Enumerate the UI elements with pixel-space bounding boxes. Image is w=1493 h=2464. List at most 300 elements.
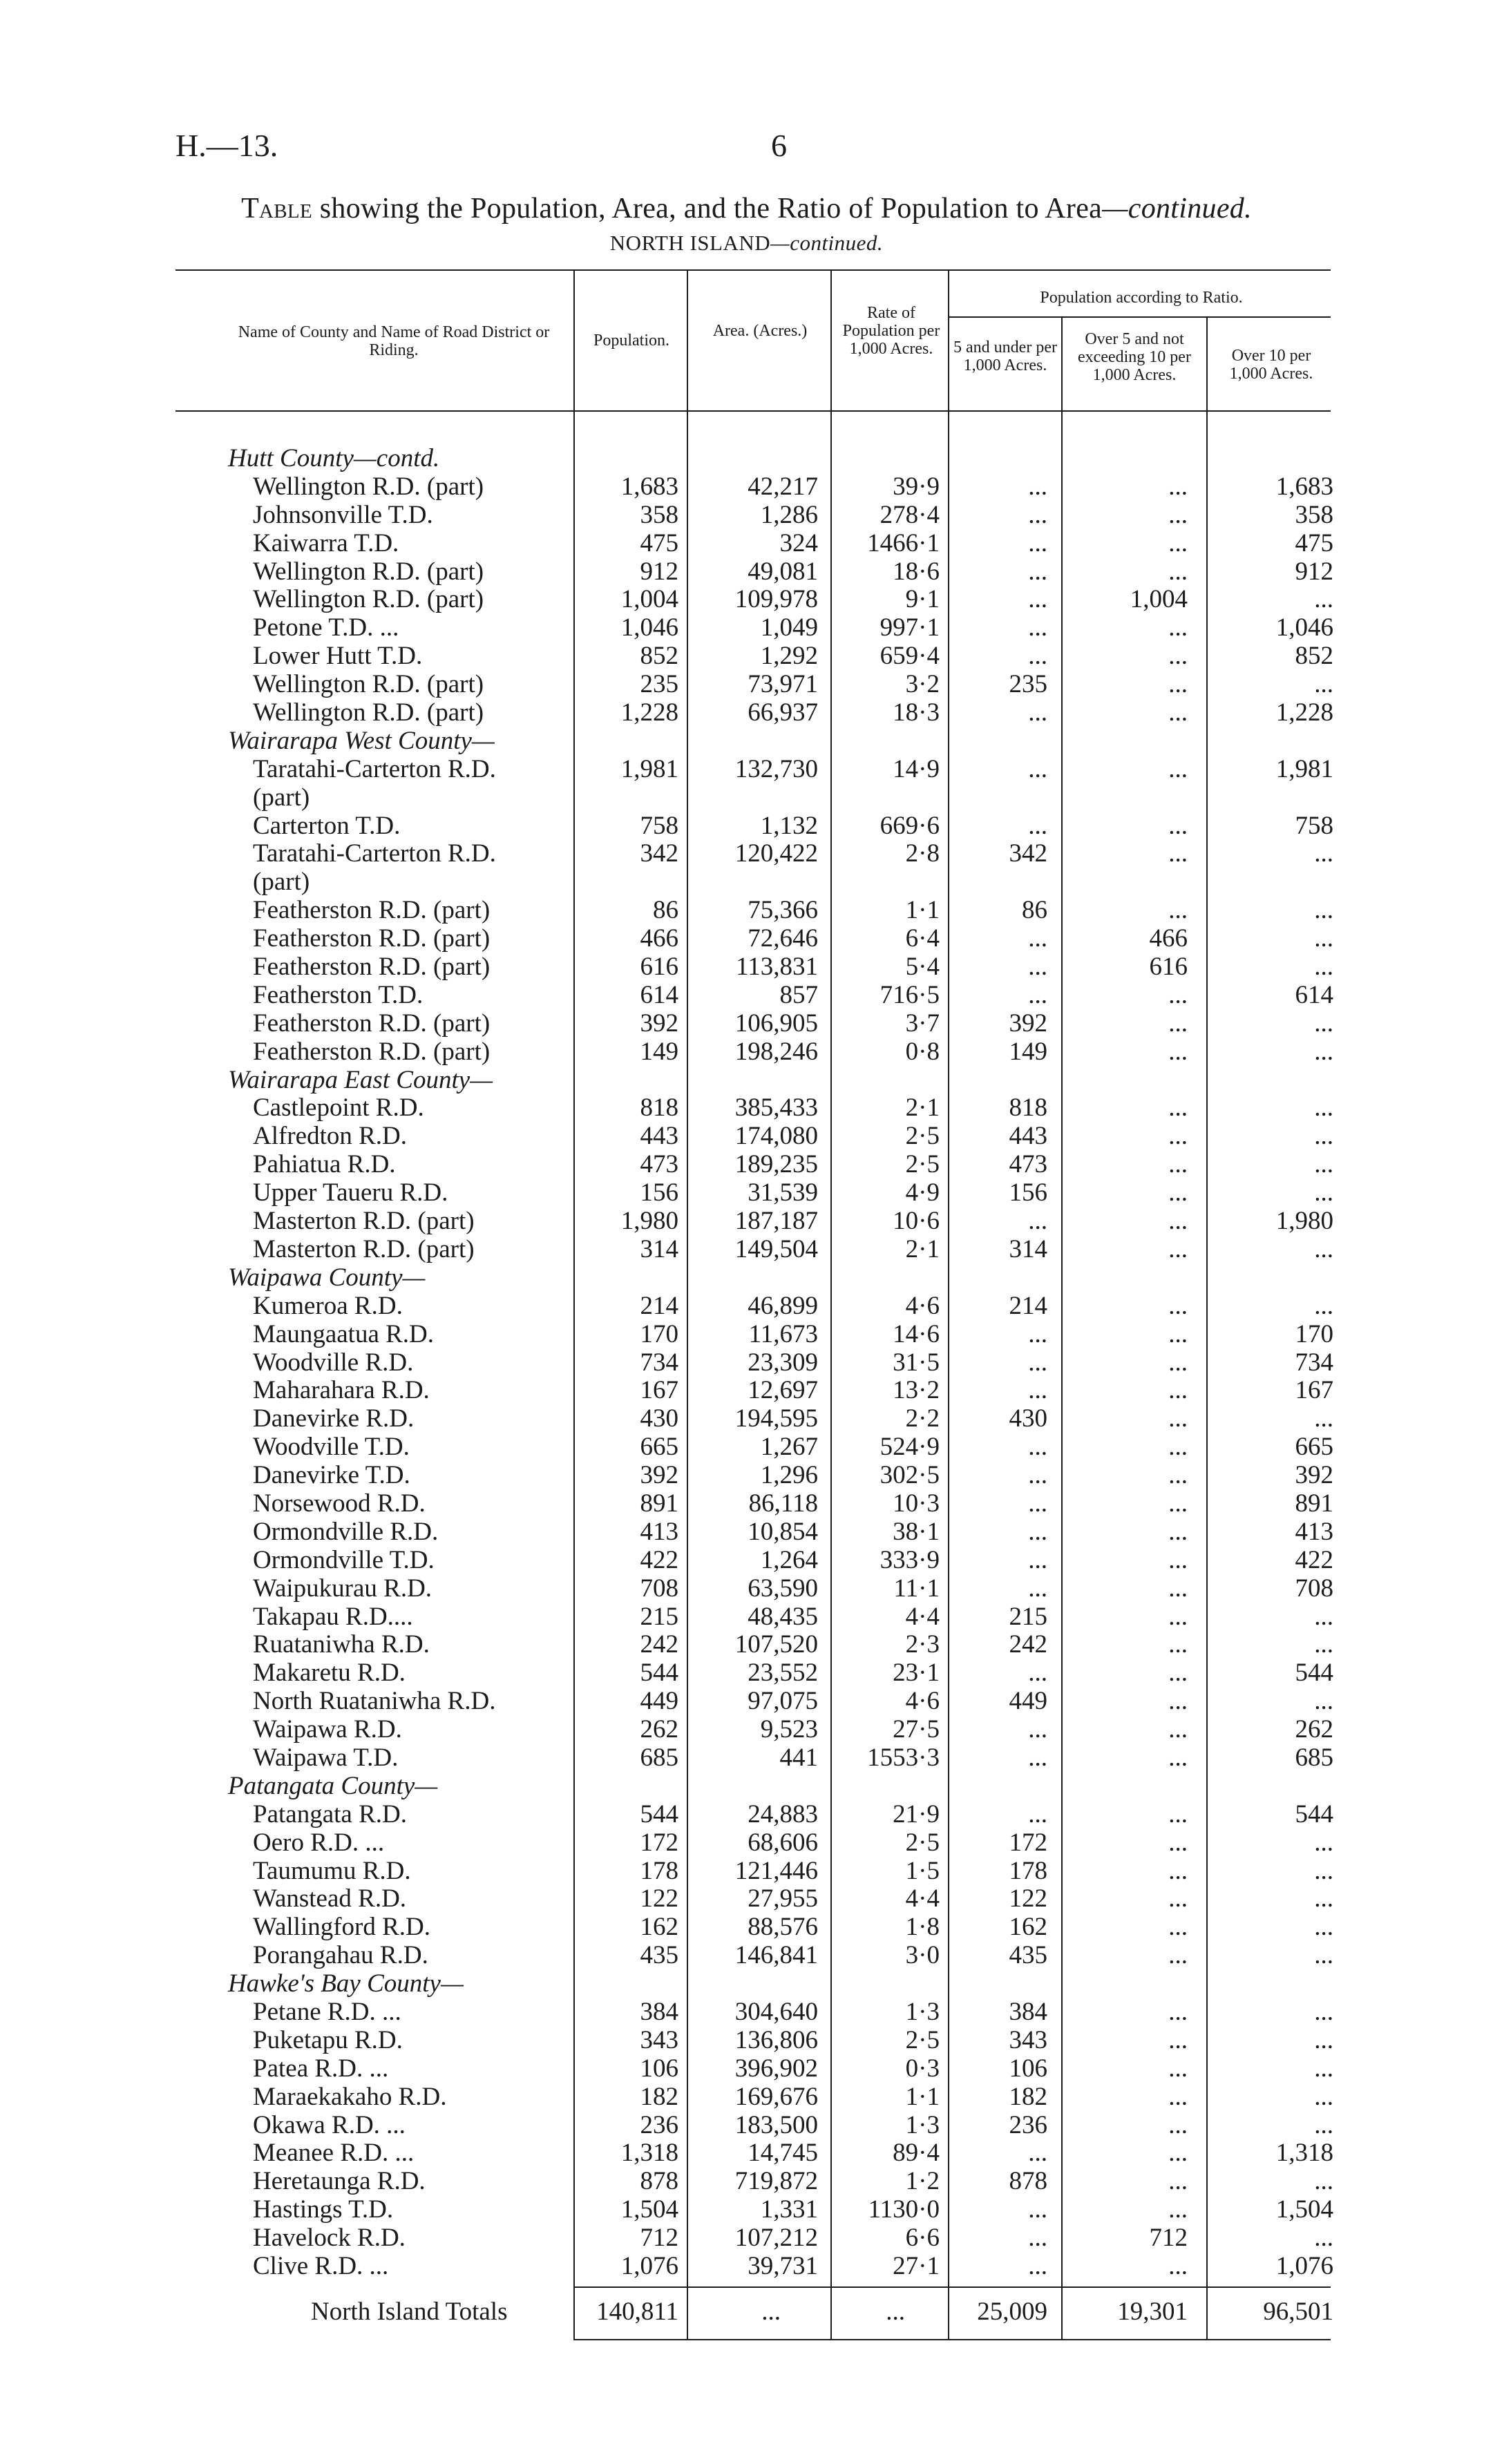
under-5-cell: ...	[1028, 1376, 1047, 1405]
rate-cell: 39·9	[893, 472, 940, 501]
over-10-cell: 891	[1295, 1489, 1333, 1518]
over-10-cell: 1,504	[1275, 2195, 1333, 2224]
population-cell: 156	[640, 1178, 678, 1207]
population-cell: 430	[640, 1404, 678, 1433]
five-to-ten-cell: ...	[1168, 670, 1188, 699]
over-10-cell: ...	[1314, 1150, 1333, 1179]
over-10-cell: ...	[1314, 2082, 1333, 2111]
district-name: Waipawa R.D.	[253, 1715, 402, 1744]
district-name: Featherston R.D. (part)	[253, 953, 491, 982]
county-name: Hawke's Bay County—	[228, 1969, 464, 1998]
under-5-cell: 215	[1009, 1602, 1047, 1631]
over-10-cell: ...	[1314, 1687, 1333, 1716]
area-cell: 857	[779, 980, 818, 1009]
table-row	[0, 2027, 1493, 2055]
under-5-cell: ...	[1028, 811, 1047, 840]
under-5-cell: 443	[1009, 1122, 1047, 1151]
district-name: Clive R.D. ...	[253, 2252, 389, 2280]
under-5-cell: 878	[1009, 2167, 1047, 2196]
five-to-ten-cell: ...	[1168, 472, 1188, 501]
rate-cell: 89·4	[893, 2139, 940, 2168]
area-cell: 49,081	[748, 557, 818, 586]
table-row	[0, 1688, 1493, 1716]
five-to-ten-cell: ...	[1168, 1884, 1188, 1913]
population-cell: 343	[640, 2025, 678, 2054]
county-heading-row	[0, 1773, 1493, 1801]
five-to-ten-cell: ...	[1168, 1489, 1188, 1518]
rate-cell: 1·3	[905, 2110, 940, 2139]
table-row	[0, 1659, 1493, 1688]
district-name: Taumumu R.D.	[253, 1856, 411, 1885]
population-cell: 449	[640, 1687, 678, 1716]
header-bottom-rule	[175, 410, 1331, 412]
district-name: (part)	[253, 868, 310, 897]
over-10-cell: ...	[1314, 1178, 1333, 1207]
rate-cell: 18·3	[893, 698, 940, 727]
area-cell: 66,937	[748, 698, 818, 727]
under-5-cell: ...	[1028, 500, 1047, 529]
over-10-cell: ...	[1314, 1828, 1333, 1857]
rate-cell: 997·1	[879, 613, 940, 642]
district-name: Danevirke R.D.	[253, 1404, 415, 1433]
area-cell: 1,267	[760, 1433, 818, 1462]
area-cell: 73,971	[748, 670, 818, 699]
rate-cell: 6·6	[905, 2224, 940, 2253]
district-name: Wanstead R.D.	[253, 1884, 407, 1913]
over-10-cell: 1,076	[1275, 2252, 1333, 2280]
rate-cell: 716·5	[879, 980, 940, 1009]
under-5-cell: ...	[1028, 2252, 1047, 2280]
over-10-cell: ...	[1314, 670, 1333, 699]
rate-cell: 0·8	[905, 1037, 940, 1066]
area-cell: 194,595	[734, 1404, 818, 1433]
table-row	[0, 1744, 1493, 1773]
table-row	[0, 2055, 1493, 2083]
rate-cell: 2·8	[905, 839, 940, 868]
five-to-ten-cell: ...	[1168, 1517, 1188, 1546]
county-heading-row	[0, 445, 1493, 473]
county-heading-row	[0, 727, 1493, 756]
population-cell: 215	[640, 1602, 678, 1631]
table-row	[0, 1038, 1493, 1067]
population-cell: 616	[640, 953, 678, 982]
population-cell: 435	[640, 1941, 678, 1970]
population-cell: 342	[640, 839, 678, 868]
five-to-ten-cell: ...	[1168, 839, 1188, 868]
under-5-cell: ...	[1028, 1715, 1047, 1744]
table-row	[0, 473, 1493, 502]
area-cell: 136,806	[734, 2025, 818, 2054]
over-10-cell: ...	[1314, 924, 1333, 953]
under-5-cell: 172	[1009, 1828, 1047, 1857]
district-name: Wellington R.D. (part)	[253, 670, 484, 699]
rate-cell: 659·4	[879, 642, 940, 671]
county-heading-row	[0, 1970, 1493, 1998]
table-row	[0, 1631, 1493, 1659]
under-5-cell: ...	[1028, 1574, 1047, 1603]
five-to-ten-cell: ...	[1168, 1207, 1188, 1236]
table-row	[0, 558, 1493, 586]
district-name: Norsewood R.D.	[253, 1489, 426, 1518]
population-cell: 122	[640, 1884, 678, 1913]
under-5-cell: ...	[1028, 1489, 1047, 1518]
five-to-ten-cell: 712	[1149, 2224, 1188, 2253]
totals-c3: 96,501	[1263, 2298, 1333, 2326]
under-5-cell: 242	[1009, 1630, 1047, 1659]
rate-cell: 1466·1	[867, 528, 940, 557]
rate-cell: 669·6	[879, 811, 940, 840]
population-cell: 182	[640, 2082, 678, 2111]
district-name: Waipawa T.D.	[253, 1743, 399, 1772]
district-name: Okawa R.D. ...	[253, 2110, 406, 2139]
area-cell: 107,212	[734, 2224, 818, 2253]
over-10-cell: ...	[1314, 2054, 1333, 2083]
over-10-cell: 392	[1295, 1461, 1333, 1490]
five-to-ten-cell: ...	[1168, 980, 1188, 1009]
rate-cell: 38·1	[893, 1517, 940, 1546]
over-10-cell: ...	[1314, 1122, 1333, 1151]
rate-cell: 23·1	[893, 1659, 940, 1688]
table-row	[0, 1575, 1493, 1603]
five-to-ten-cell: ...	[1168, 1461, 1188, 1490]
five-to-ten-cell: ...	[1168, 1291, 1188, 1320]
under-5-cell: 449	[1009, 1687, 1047, 1716]
over-10-cell: ...	[1314, 1856, 1333, 1885]
over-10-cell: 1,980	[1275, 1207, 1333, 1236]
over-10-cell: ...	[1314, 1404, 1333, 1433]
over-10-cell: ...	[1314, 2224, 1333, 2253]
rate-cell: 2·5	[905, 1122, 940, 1151]
district-name: Woodville T.D.	[253, 1433, 410, 1462]
over-10-cell: ...	[1314, 2110, 1333, 2139]
area-cell: 63,590	[748, 1574, 818, 1603]
table-row	[0, 614, 1493, 642]
five-to-ten-cell: ...	[1168, 613, 1188, 642]
under-5-cell: ...	[1028, 528, 1047, 557]
area-cell: 27,955	[748, 1884, 818, 1913]
county-name: Hutt County—contd.	[228, 444, 440, 472]
table-row	[0, 502, 1493, 530]
five-to-ten-cell: ...	[1168, 557, 1188, 586]
table-row	[0, 1349, 1493, 1377]
under-5-cell: ...	[1028, 1743, 1047, 1772]
table-row	[0, 784, 1493, 812]
under-5-cell: ...	[1028, 2139, 1047, 2168]
population-cell: 466	[640, 924, 678, 953]
rate-cell: 2·5	[905, 1150, 940, 1179]
area-cell: 441	[779, 1743, 818, 1772]
under-5-cell: ...	[1028, 642, 1047, 671]
five-to-ten-cell: 616	[1149, 953, 1188, 982]
population-cell: 734	[640, 1348, 678, 1377]
over-10-cell: ...	[1314, 1630, 1333, 1659]
over-10-cell: 544	[1295, 1659, 1333, 1688]
rate-cell: 333·9	[879, 1545, 940, 1574]
rate-cell: 1·5	[905, 1856, 940, 1885]
over-10-cell: ...	[1314, 1009, 1333, 1038]
table-row	[0, 1462, 1493, 1490]
district-name: Ormondville T.D.	[253, 1545, 435, 1574]
title-lead: Table	[241, 193, 312, 225]
district-name: Lower Hutt T.D.	[253, 642, 423, 671]
table-row	[0, 1236, 1493, 1264]
table-row	[0, 699, 1493, 727]
rate-cell: 10·6	[893, 1207, 940, 1236]
rate-cell: 3·0	[905, 1941, 940, 1970]
title-text: showing the Population, Area, and the Ratio of Population to Area	[312, 193, 1103, 225]
table-title	[0, 192, 1493, 225]
district-name: Carterton T.D.	[253, 811, 401, 840]
under-5-cell: 122	[1009, 1884, 1047, 1913]
district-name: Wellington R.D. (part)	[253, 472, 484, 501]
under-5-cell: ...	[1028, 1659, 1047, 1688]
header-ratio-group: Population according to Ratio.	[1040, 289, 1243, 307]
rate-cell: 14·6	[893, 1319, 940, 1348]
header-rate: Rate of Population per 1,000 Acres.	[842, 304, 940, 358]
five-to-ten-cell: ...	[1168, 642, 1188, 671]
district-name: Porangahau R.D.	[253, 1941, 428, 1970]
table-row	[0, 812, 1493, 841]
five-to-ten-cell: ...	[1168, 1630, 1188, 1659]
table-row	[0, 1179, 1493, 1207]
header-c3: Over 10 per 1,000 Acres.	[1229, 347, 1313, 383]
five-to-ten-cell: ...	[1168, 1404, 1188, 1433]
rate-cell: 31·5	[893, 1348, 940, 1377]
district-name: Patangata R.D.	[253, 1799, 407, 1828]
district-name: Danevirke T.D.	[253, 1461, 410, 1490]
under-5-cell: ...	[1028, 613, 1047, 642]
under-5-cell: 162	[1009, 1913, 1047, 1942]
under-5-cell: 343	[1009, 2025, 1047, 2054]
totals-row	[0, 2295, 1493, 2329]
five-to-ten-cell: ...	[1168, 1856, 1188, 1885]
area-cell: 1,264	[760, 1545, 818, 1574]
five-to-ten-cell: ...	[1168, 1178, 1188, 1207]
rate-cell: 2·1	[905, 1093, 940, 1123]
under-5-cell: 384	[1009, 1997, 1047, 2026]
area-cell: 187,187	[734, 1207, 818, 1236]
under-5-cell: ...	[1028, 2224, 1047, 2253]
over-10-cell: 1,046	[1275, 613, 1333, 642]
totals-population: 140,811	[596, 2298, 678, 2326]
district-name: Maungaatua R.D.	[253, 1319, 435, 1348]
population-cell: 392	[640, 1461, 678, 1490]
rate-cell: 4·6	[905, 1687, 940, 1716]
area-cell: 42,217	[748, 472, 818, 501]
over-10-cell: ...	[1314, 953, 1333, 982]
population-cell: 178	[640, 1856, 678, 1885]
population-cell: 1,504	[620, 2195, 678, 2224]
area-cell: 121,446	[734, 1856, 818, 1885]
rate-cell: 4·4	[905, 1602, 940, 1631]
under-5-cell: ...	[1028, 1319, 1047, 1348]
rate-cell: 2·2	[905, 1404, 940, 1433]
over-10-cell: ...	[1314, 896, 1333, 925]
population-cell: 1,046	[620, 613, 678, 642]
five-to-ten-cell: ...	[1168, 1348, 1188, 1377]
table-row	[0, 1801, 1493, 1829]
over-10-cell: 614	[1295, 980, 1333, 1009]
area-cell: 146,841	[734, 1941, 818, 1970]
district-name: Makaretu R.D.	[253, 1659, 406, 1688]
district-name: Castlepoint R.D.	[253, 1093, 424, 1123]
area-cell: 12,697	[748, 1376, 818, 1405]
table-row	[0, 1547, 1493, 1575]
under-5-cell: ...	[1028, 472, 1047, 501]
population-cell: 665	[640, 1433, 678, 1462]
county-name: Wairarapa West County—	[228, 726, 495, 755]
over-10-cell: ...	[1314, 1941, 1333, 1970]
under-5-cell: ...	[1028, 1461, 1047, 1490]
rate-cell: 278·4	[879, 500, 940, 529]
over-10-cell: 422	[1295, 1545, 1333, 1574]
population-cell: 392	[640, 1009, 678, 1038]
population-cell: 413	[640, 1517, 678, 1546]
district-name: Alfredton R.D.	[253, 1122, 407, 1151]
area-cell: 48,435	[748, 1602, 818, 1631]
under-5-cell: ...	[1028, 1207, 1047, 1236]
district-name: Ruataniwha R.D.	[253, 1630, 430, 1659]
table-subtitle	[0, 231, 1493, 256]
area-cell: 24,883	[748, 1799, 818, 1828]
district-name: Havelock R.D.	[253, 2224, 406, 2253]
population-cell: 86	[653, 896, 678, 925]
over-10-cell: ...	[1314, 1291, 1333, 1320]
table-row	[0, 1518, 1493, 1547]
population-cell: 685	[640, 1743, 678, 1772]
table-row	[0, 1998, 1493, 2027]
area-cell: 23,552	[748, 1659, 818, 1688]
population-cell: 852	[640, 642, 678, 671]
under-5-cell: 106	[1009, 2054, 1047, 2083]
under-5-cell: 430	[1009, 1404, 1047, 1433]
district-name: Kumeroa R.D.	[253, 1291, 403, 1320]
five-to-ten-cell: ...	[1168, 754, 1188, 783]
under-5-cell: ...	[1028, 1517, 1047, 1546]
population-cell: 1,683	[620, 472, 678, 501]
under-5-cell: ...	[1028, 754, 1047, 783]
table-row	[0, 1603, 1493, 1632]
over-10-cell: 1,683	[1275, 472, 1333, 501]
population-cell: 384	[640, 1997, 678, 2026]
five-to-ten-cell: ...	[1168, 2167, 1188, 2196]
over-10-cell: 167	[1295, 1376, 1333, 1405]
over-10-cell: ...	[1314, 1913, 1333, 1942]
subtitle-continued: —continued.	[770, 231, 884, 255]
district-name: Maharahara R.D.	[253, 1376, 430, 1405]
under-5-cell: 392	[1009, 1009, 1047, 1038]
under-5-cell: 818	[1009, 1093, 1047, 1123]
district-name: Featherston R.D. (part)	[253, 1037, 491, 1066]
table-row	[0, 2196, 1493, 2224]
table-row	[0, 1913, 1493, 1942]
under-5-cell: ...	[1028, 980, 1047, 1009]
rate-cell: 18·6	[893, 557, 940, 586]
five-to-ten-cell: ...	[1168, 2110, 1188, 2139]
population-cell: 149	[640, 1037, 678, 1066]
district-name: Featherston T.D.	[253, 980, 424, 1009]
area-cell: 183,500	[734, 2110, 818, 2139]
table-row	[0, 1942, 1493, 1970]
table-row	[0, 1857, 1493, 1886]
area-cell: 9,523	[760, 1715, 818, 1744]
population-cell: 878	[640, 2167, 678, 2196]
district-name: Maraekakaho R.D.	[253, 2082, 447, 2111]
population-cell: 544	[640, 1799, 678, 1828]
five-to-ten-cell: ...	[1168, 1234, 1188, 1263]
over-10-cell: ...	[1314, 1093, 1333, 1123]
table-row	[0, 1123, 1493, 1151]
over-10-cell: 734	[1295, 1348, 1333, 1377]
area-cell: 107,520	[734, 1630, 818, 1659]
under-5-cell: ...	[1028, 924, 1047, 953]
rate-cell: 27·1	[893, 2252, 940, 2280]
header-c1: 5 and under per 1,000 Acres.	[953, 338, 1057, 374]
rate-cell: 27·5	[893, 1715, 940, 1744]
under-5-cell: ...	[1028, 1348, 1047, 1377]
area-cell: 11,673	[748, 1319, 818, 1348]
rate-cell: 11·1	[893, 1574, 940, 1603]
over-10-cell: 358	[1295, 500, 1333, 529]
table-row	[0, 1151, 1493, 1179]
rate-cell: 9·1	[905, 585, 940, 614]
title-continued: —continued.	[1102, 193, 1252, 225]
totals-area: ...	[761, 2298, 781, 2326]
population-cell: 818	[640, 1093, 678, 1123]
district-name: Takapau R.D....	[253, 1602, 413, 1631]
county-heading-row	[0, 1067, 1493, 1095]
over-10-cell: 912	[1295, 557, 1333, 586]
county-name: Waipawa County—	[228, 1263, 426, 1292]
over-10-cell: 170	[1295, 1319, 1333, 1348]
rate-cell: 14·9	[893, 754, 940, 783]
rate-cell: 1553·3	[867, 1743, 940, 1772]
district-name: Masterton R.D. (part)	[253, 1207, 475, 1236]
population-cell: 1,228	[620, 698, 678, 727]
totals-rate: ...	[886, 2298, 905, 2326]
population-cell: 475	[640, 528, 678, 557]
table-row	[0, 897, 1493, 925]
county-name: Wairarapa East County—	[228, 1065, 493, 1094]
over-10-cell: 1,981	[1275, 754, 1333, 783]
area-cell: 324	[779, 528, 818, 557]
totals-label: North Island Totals	[311, 2298, 508, 2326]
rate-cell: 0·3	[905, 2054, 940, 2083]
district-name: Petane R.D. ...	[253, 1997, 401, 2026]
five-to-ten-cell: ...	[1168, 698, 1188, 727]
five-to-ten-cell: ...	[1168, 1828, 1188, 1857]
table-row	[0, 2168, 1493, 2196]
population-cell: 712	[640, 2224, 678, 2253]
population-cell: 162	[640, 1913, 678, 1942]
table-row	[0, 953, 1493, 982]
five-to-ten-cell: ...	[1168, 528, 1188, 557]
area-cell: 169,676	[734, 2082, 818, 2111]
over-10-cell: 758	[1295, 811, 1333, 840]
rate-cell: 2·5	[905, 2025, 940, 2054]
area-cell: 1,331	[760, 2195, 818, 2224]
table-row	[0, 1490, 1493, 1518]
five-to-ten-cell: ...	[1168, 1093, 1188, 1123]
five-to-ten-cell: ...	[1168, 500, 1188, 529]
rate-cell: 3·7	[905, 1009, 940, 1038]
rate-cell: 2·3	[905, 1630, 940, 1659]
under-5-cell: ...	[1028, 1545, 1047, 1574]
population-cell: 1,318	[620, 2139, 678, 2168]
under-5-cell: ...	[1028, 557, 1047, 586]
district-name: Masterton R.D. (part)	[253, 1234, 475, 1263]
table-row	[0, 1405, 1493, 1433]
